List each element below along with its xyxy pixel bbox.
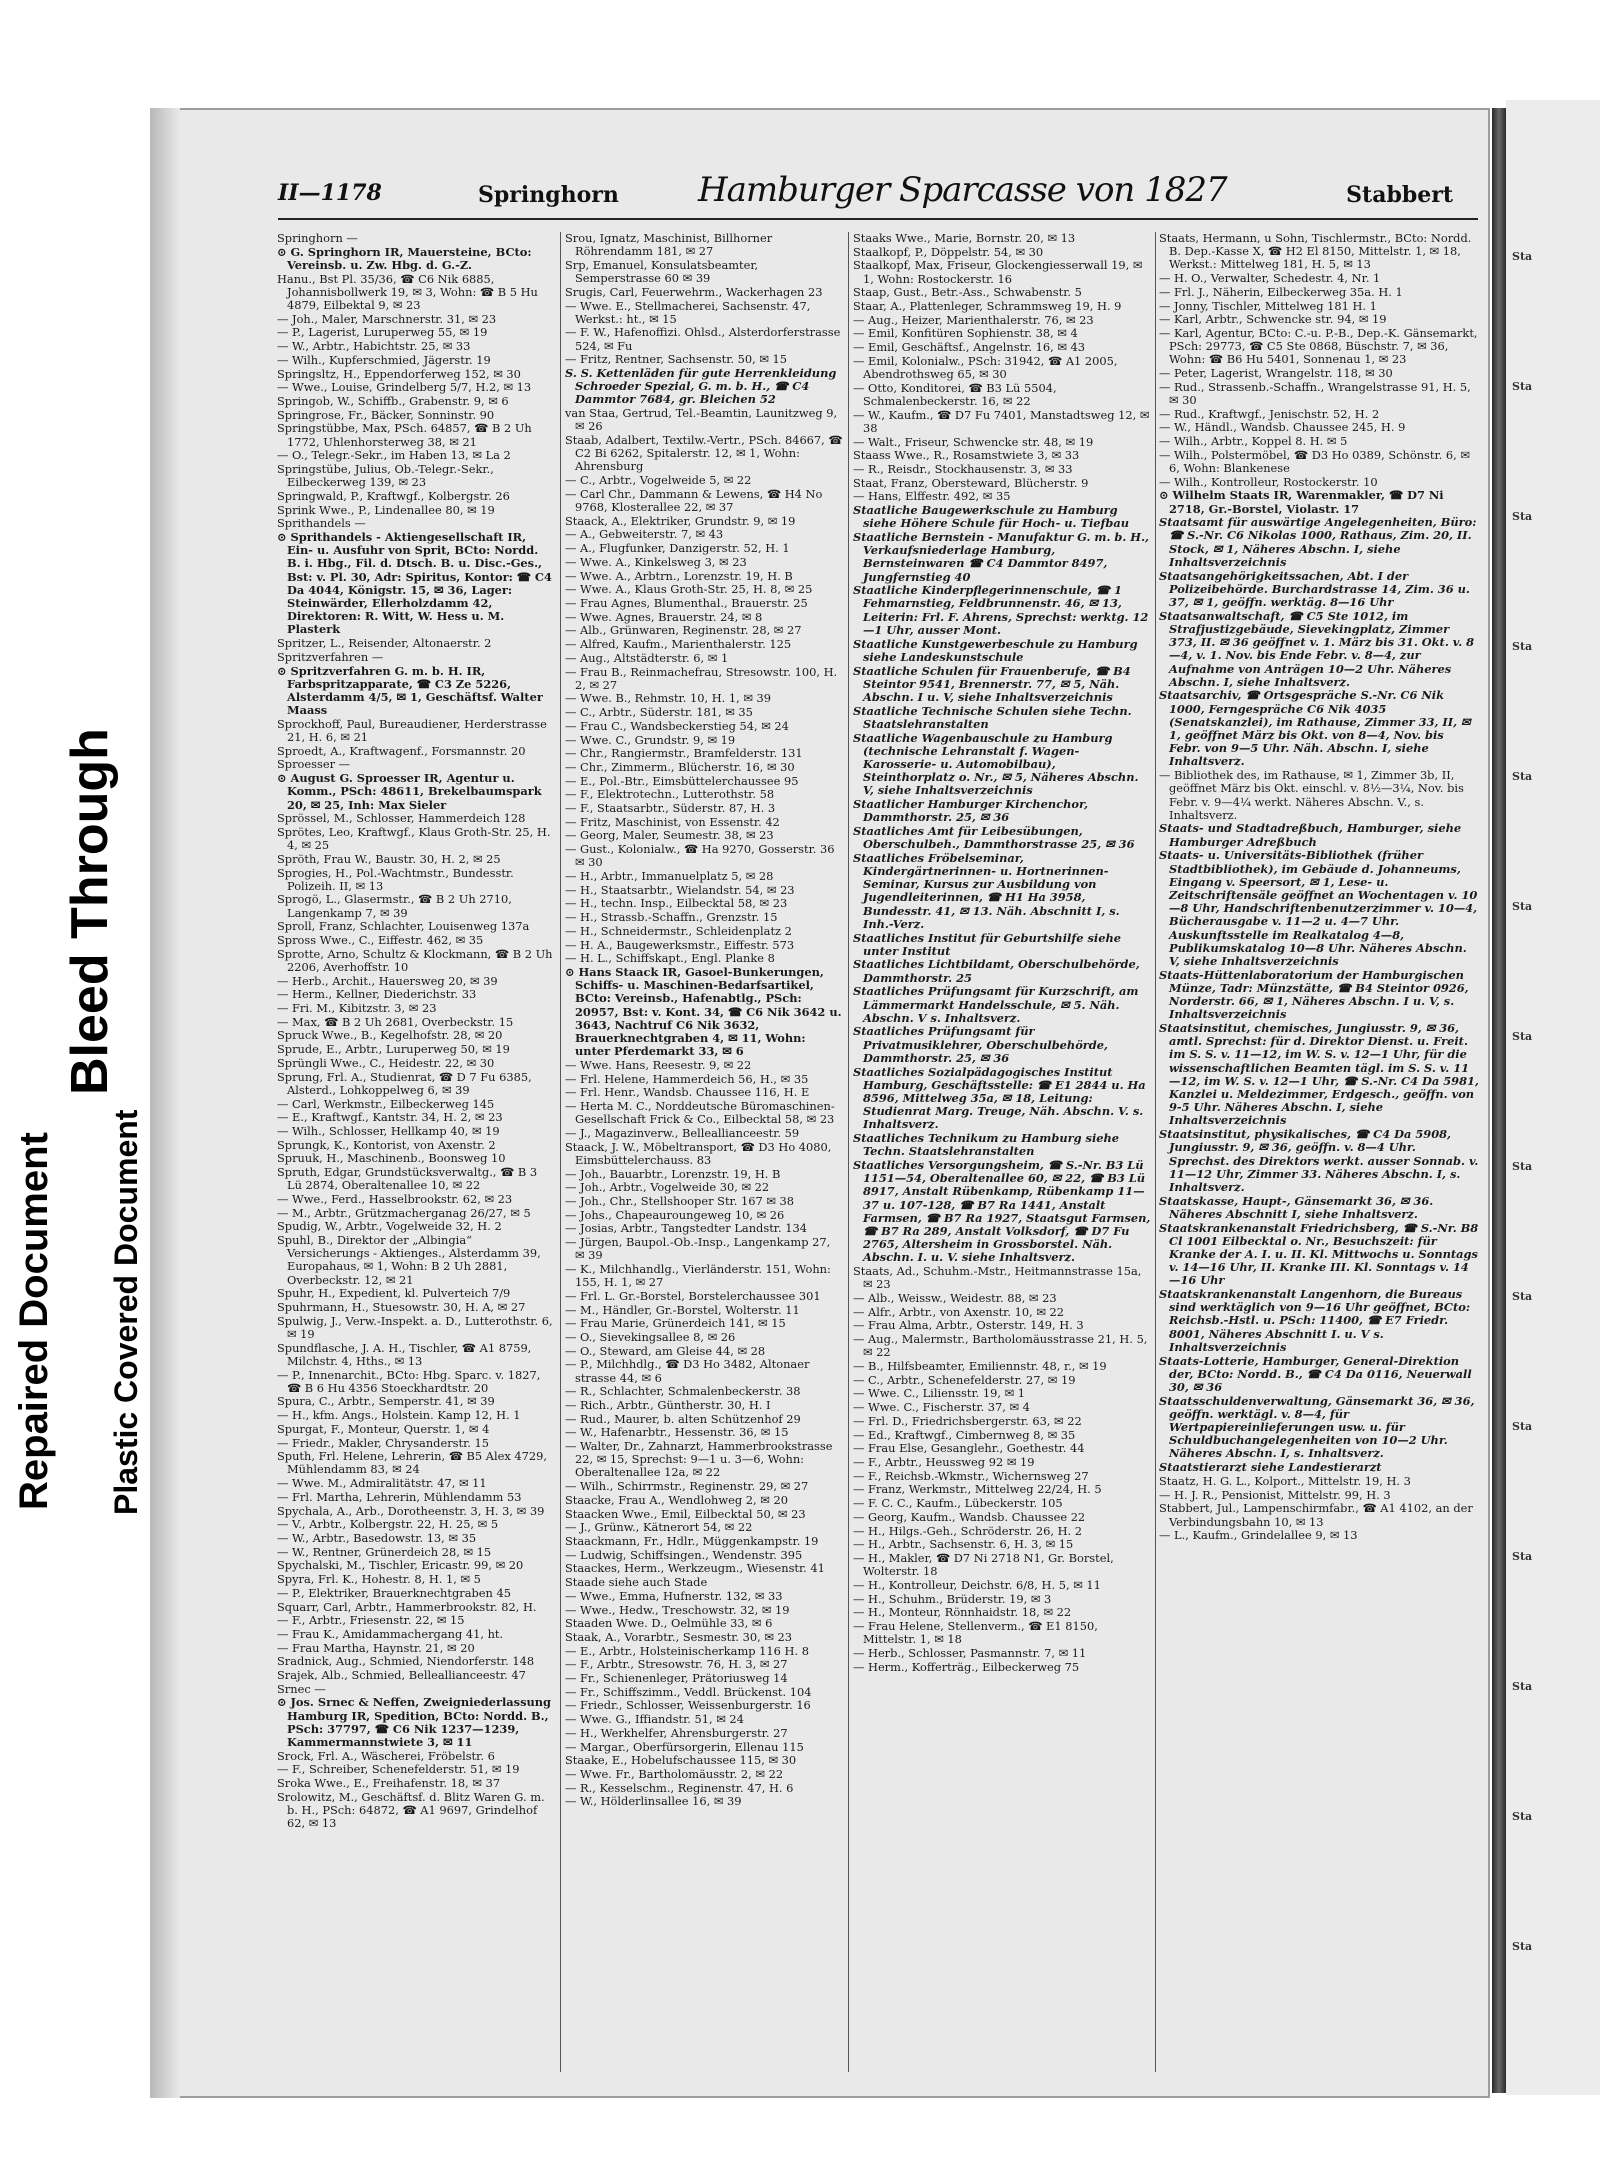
directory-entry: Staack, A., Elektriker, Grundstr. 9, ✉ 19 (565, 513, 796, 528)
directory-entry: — B., Hilfsbeamter, Emiliennstr. 48, r., ✉ 19 (853, 1359, 1107, 1374)
directory-entry: — Wwe. C., Grundstr. 9, ✉ 19 (565, 732, 736, 747)
directory-entry: — Max, ☎ B 2 Uh 2681, Overbeckstr. 15 (277, 1014, 514, 1029)
directory-entry: — H. L., Schiffskapt., Engl. Planke 8 (565, 951, 775, 966)
directory-entry: Staade siehe auch Stade (565, 1575, 708, 1590)
directory-entry: — Herb., Schlosser, Pasmannstr. 7, ✉ 11 (853, 1645, 1087, 1660)
plastic-covered-label: Plastic Covered Document (108, 1109, 144, 1515)
directory-entry: — E., Kraftwgf., Kantstr. 34, H. 2, ✉ 23 (277, 1110, 503, 1125)
directory-entry: — Wwe., Ferd., Hasselbrookstr. 62, ✉ 23 (277, 1191, 513, 1206)
directory-entry: — P., Innenarchit., BCto: Hbg. Sparc. v. 1827, ☎ B 6 Hu 4356 Stoeckhardtstr. 20 (277, 1367, 541, 1395)
directory-entry: Srock, Frl. A., Wäscherei, Fröbelstr. 6 (277, 1748, 495, 1763)
next-page-text: Sta (1512, 770, 1533, 783)
directory-entry: — Alfr., Arbtr., von Axenstr. 10, ✉ 22 (853, 1304, 1064, 1319)
directory-entry: Staatliches Prüfungsamt für Privatmusiklehrer, Oberschulbehörde, Dammthorstr. 25, ✉ 36 (853, 1024, 1108, 1065)
directory-entry: — Alfred, Kaufm., Marienthalerstr. 125 (565, 637, 792, 652)
directory-entry: — R., Kesselschm., Reginenstr. 47, H. 6 (565, 1780, 794, 1795)
directory-entry: Staaks Wwe., Marie, Bornstr. 20, ✉ 13 (853, 232, 1076, 245)
directory-entry: — Herm., Kellner, Diederichstr. 33 (277, 987, 477, 1002)
directory-entry: Spruth, Edgar, Grundstücksverwaltg., ☎ B 3 Lü 2874, Oberaltenallee 10, ✉ 22 (277, 1165, 538, 1193)
directory-entry: — P., Milchhdlg., ☎ D3 Ho 3482, Altonaer strasse 44, ✉ 6 (565, 1357, 810, 1385)
header-advertisement: Hamburger Sparcasse von 1827 (698, 170, 1227, 210)
directory-entry: ⊙ G. Springhorn IR, Mauersteine, BCto: Vereinsb. u. Zw. Hbg. d. G.-Z. (277, 244, 532, 272)
directory-entry: — F. C. C., Kaufm., Lübeckerstr. 105 (853, 1496, 1063, 1511)
directory-entry: — H., Schneidermstr., Schleidenplatz 2 (565, 923, 792, 938)
directory-entry: — Walter, Dr., Zahnarzt, Hammerbrookstrasse 22, ✉ 15, Sprechst: 9—1 u. 3—6, Wohn: Oberaltenallee 12a, ✉ 22 (565, 1439, 833, 1480)
next-page-text: Sta (1512, 1550, 1533, 1563)
header-first-entry: Springhorn (478, 182, 619, 208)
directory-entry: — R., Reisdr., Stockhausenstr. 3, ✉ 33 (853, 461, 1073, 476)
directory-entry: Staatliches Fröbelseminar, Kindergärtnerinnen- u. Hortnerinnen-Seminar, Kursus zur Ausbildung von Jugendleiterinnen, ☎ H1 Ha 3958, Bundesstr. 41, ✉ 13. Näh. Abschnitt I, s. Inh.-Verz. (853, 850, 1120, 931)
directory-entry: — Alb., Grünwaren, Reginenstr. 28, ✉ 27 (565, 623, 802, 638)
directory-entry: — Herta M. C., Norddeutsche Büromaschinen-Gesellschaft Frick & Co., Eilbecktal 58, ✉ 23 (565, 1099, 835, 1127)
directory-entry: Staats- u. Universitäts-Bibliothek (früher Stadtbibliothek), im Gebäude d. Johanneums, Eingang v. Speersort, ✉ 1, Lese- u. Zeitschriftensäle geöffnet an Wochentagen v. 10—8 Uhr, Handschriftenbenutzerzimmer v. 10—4, Bücherausgabe v. 11—2 u. 4—7 Uhr. Auskunftsstelle im Realkatalog 4—8, Publikumskatalog 10—8 Uhr. Näheres Abschn. V, siehe Inhaltsverzeichnis (1159, 848, 1478, 968)
directory-entry: Staackmann, Fr., Hdlr., Müggenkampstr. 19 (565, 1534, 819, 1548)
book-gutter (1492, 108, 1506, 2093)
directory-entry: Spritzer, L., Reisender, Altonaerstr. 2 (277, 636, 492, 651)
directory-entry: Staatliche Bernstein - Manufaktur G. m. b. H., Verkaufsniederlage Hamburg, Bernsteinwaren ☎ C4 Dammtor 8497, Jungfernstieg 40 (853, 529, 1150, 584)
bleed-through-label: Bleed Through (61, 728, 119, 1095)
directory-entry: — Karl, Agentur, BCto: C.-u. P.-B., Dep.-K. Gänsemarkt, PSch: 29773, ☎ C5 Ste 0868, Büschstr. 7, ✉ 36, Wohn: ☎ B6 Hu 5401, Sonnenau 1, ✉ 23 (1159, 325, 1478, 367)
directory-entry: ⊙ Sprithandels - Aktiengesellschaft IR, Ein- u. Ausfuhr von Sprit, BCto: Nordd. B. i. Hbg., Fil. d. Dtsch. B. u. Disc.-Ges., Bst: v. Pl. 30, Adr: Spiritus, Kontor: ☎ C4 Da 4044, Königstr. 15, ✉ 36, Lager: Steinwärder, Ellerholzdamm 42, Direktoren: R. Witt, W. Hess u. M. Plasterk (277, 529, 552, 637)
directory-entry: Staatsanwaltschaft, ☎ C5 Ste 1012, im Strafjustizgebäude, Sievekingplatz, Zimmer 373, II. ✉ 36 geöffnet v. 1. März bis 31. Okt. v. 8—4, v. 1. Nov. bis Ende Febr. v. 8—4, zur Aufnahme von Anträgen 10—2 Uhr. Näheres Abschn. I, siehe Inhaltsverz. (1159, 608, 1475, 689)
directory-entry: Staatliche Baugewerkschule zu Hamburg siehe Höhere Schule für Hoch- u. Tiefbau (853, 503, 1130, 531)
directory-entry: Spruuk, H., Maschinenb., Boonsweg 10 (277, 1151, 506, 1166)
directory-entry: — Frl. Martha, Lehrerin, Mühlendamm 53 (277, 1489, 522, 1504)
next-page-text: Sta (1512, 1680, 1533, 1693)
directory-entry: — Ed., Kraftwgf., Cimbernweg 8, ✉ 35 (853, 1427, 1076, 1442)
column-divider (1155, 232, 1156, 2072)
directory-entry: — Josias, Arbtr., Tangstedter Landstr. 134 (565, 1221, 807, 1236)
directory-entry: Spychala, A., Arb., Dorotheenstr. 3, H. 3, ✉ 39 (277, 1503, 545, 1518)
directory-entry: — E., Pol.-Btr., Eimsbüttelerchaussee 95 (565, 773, 799, 788)
directory-entry: Springstübe, Julius, Ob.-Telegr.-Sekr., Eilbeckerweg 139, ✉ 23 (277, 461, 494, 490)
directory-entry: Staatliche Schulen für Frauenberufe, ☎ B4 Steintor 9541, Brennerstr. 77, ✉ 5, Näh. Abschn. I u. V, siehe Inhaltsverzeichnis (853, 663, 1131, 704)
directory-entry: — O., Sievekingsallee 8, ✉ 26 (565, 1329, 736, 1344)
directory-entry: Staatliche Kunstgewerbeschule zu Hamburg siehe Landeskunstschule (853, 636, 1138, 664)
directory-entry: Staass Wwe., R., Rosamstwiete 3, ✉ 33 (853, 448, 1080, 463)
directory-entry: Sprung, Frl. A., Studienrat, ☎ D 7 Fu 6385, Alsterd., Lohkoppelweg 6, ✉ 39 (277, 1069, 532, 1097)
directory-entry: — Wilh., Kontrolleur, Rostockerstr. 10 (1159, 474, 1378, 489)
directory-entry: Staalkopf, Max, Friseur, Glockengiesserwall 19, ✉ 1, Wohn: Rostockerstr. 16 (853, 258, 1143, 286)
directory-entry: Staatliches Technikum zu Hamburg siehe Techn. Staatslehranstalten (853, 1131, 1120, 1159)
directory-entry: — Friedr., Schlosser, Weissenburgerstr. 16 (565, 1698, 811, 1713)
directory-entry: Staab, Adalbert, Textilw.-Vertr., PSch. 84667, ☎ C2 Bi 6262, Spitalerstr. 12, ✉ 1, Wohn: Ahrensburg (565, 433, 843, 474)
directory-entry: — H. A., Baugewerksmstr., Eiffestr. 573 (565, 937, 795, 952)
directory-entry: Spuhrmann, H., Stuesowstr. 30, H. A, ✉ 27 (277, 1300, 526, 1315)
directory-entry: — Frl. J., Näherin, Eilbeckerweg 35a. H. 1 (1159, 284, 1403, 299)
directory-entry: — Joh., Bauarbtr., Lorenzstr. 19, H. B (565, 1166, 781, 1181)
directory-entry: — Frau Else, Gesanglehr., Goethestr. 44 (853, 1441, 1085, 1456)
directory-entry: — Frl. L. Gr.-Borstel, Borstelerchaussee 301 (565, 1288, 821, 1303)
directory-entry: — Otto, Konditorei, ☎ B3 Lü 5504, Schmalenbeckerstr. 16, ✉ 22 (853, 380, 1057, 408)
directory-entry: Staalkopf, P., Döppelstr. 54, ✉ 30 (853, 244, 1044, 259)
next-page-text: Sta (1512, 640, 1533, 653)
directory-entry: — Wwe. M., Admiralitätstr. 47, ✉ 11 (277, 1476, 487, 1491)
page-edge-shadow (150, 108, 180, 2098)
directory-entry: Staats, Hermann, u Sohn, Tischlermstr., BCto: Nordd. B. Dep.-Kasse X, ☎ H2 El 8150, Mittelstr. 1, ✉ 18, Werkst.: Mittelweg 181, H. 5, ✉ 13 (1159, 232, 1472, 272)
directory-entry: — W., Hölderlinsallee 16, ✉ 39 (565, 1794, 742, 1809)
directory-entry: Staack, J. W., Möbeltransport, ☎ D3 Ho 4080, Eimsbüttelerchauss. 83 (565, 1139, 832, 1167)
directory-entry: Sproll, Franz, Schlachter, Louisenweg 137a (277, 919, 530, 934)
directory-entry: — F., Arbtr., Friesenstr. 22, ✉ 15 (277, 1613, 465, 1628)
directory-entry: Hanu., Bst Pl. 35/36, ☎ C6 Nik 6885, Johannisbollwerk 19, ✉ 3, Wohn: ☎ B 5 Hu 4879, Eilbektal 9, ✉ 23 (277, 271, 538, 313)
directory-entry: Staatsinstitut, chemisches, Jungiusstr. 9, ✉ 36, amtl. Sprechst: für d. Direktor Dienst. u. Freit. im S. S. v. 11—12, im W. S. v. 12—1 Uhr, für die wissenschaftlichen Beamten tägl. im S. S. v. 11—12, im W. S. v. 12—1 Uhr, ☎ S.-Nr. C4 Da 5981, Kanzlei u. Meldezimmer, Erdgesch., geöffn. von 9-5 Uhr. Näheres Abschn. I, siehe Inhaltsverzeichnis (1159, 1020, 1479, 1128)
directory-entry: — Frau Alma, Arbtr., Osterstr. 149, H. 3 (853, 1318, 1084, 1333)
directory-entry: — Wwe. A., Klaus Groth-Str. 25, H. 8, ✉ 25 (565, 582, 813, 597)
directory-entry: — Wwe. C., Liliensstr. 19, ✉ 1 (853, 1386, 1026, 1401)
directory-entry: Sradnick, Aug., Schmied, Niendorferstr. 148 (277, 1654, 535, 1669)
directory-entry: — H., Makler, ☎ D7 Ni 2718 N1, Gr. Borstel, Wolterstr. 18 (853, 1550, 1114, 1579)
directory-entry: — H., kfm. Angs., Holstein. Kamp 12, H. 1 (277, 1408, 521, 1423)
directory-entry: — Wwe., Louise, Grindelberg 5/7, H.2, ✉ 13 (277, 380, 532, 395)
directory-entry: — F., Arbtr., Stresowstr. 76, H. 3, ✉ 27 (565, 1657, 788, 1672)
directory-entry: Staatskrankenanstalt Langenhorn, die Bureaus sind werktäglich von 9—16 Uhr geöffnet, BCto: Reichsb.-Hstl. u. PSch: 11400, ☎ E7 Friedr. 8001, Näheres Abschnitt I. u. V s. Inhaltsverzeichnis (1159, 1287, 1471, 1354)
directory-entry: Staatliches Amt für Leibesübungen, Oberschulbeh., Dammthorstrasse 25, ✉ 36 (853, 823, 1135, 852)
directory-entry: Spudig, W., Arbtr., Vogelweide 32, H. 2 (277, 1219, 502, 1234)
directory-entry: Springstübbe, Max, PSch. 64857, ☎ B 2 Uh 1772, Uhlenhorsterweg 38, ✉ 21 (277, 421, 532, 449)
directory-entry: Staatliches Versorgungsheim, ☎ S.-Nr. B3 Lü 1151—54, Oberaltenallee 60, ✉ 22, ☎ B3 Lü 8917, Anstalt Rübenkamp, Rübenkamp 11—37 u. 107-128, ☎ B7 Ra 1441, Anstalt Farmsen, ☎ B7 Ra 1927, Staatsgut Farmsen, ☎ B7 Ra 289, Anstalt Volksdorf, ☎ D7 Fu 2765, Altersheim in Grossborstel. Näh. Abschn. I. u. V. siehe Inhaltsverz. (853, 1158, 1151, 1265)
directory-entry: — Wilh., Kupferschmied, Jägerstr. 19 (277, 352, 491, 367)
directory-entry: — Fr., Schienenleger, Prätoriusweg 14 (565, 1671, 788, 1686)
directory-entry: — P., Lagerist, Luruperweg 55, ✉ 19 (277, 325, 488, 340)
next-page-fragment (1506, 100, 1600, 2095)
directory-entry: Staar, A., Plattenleger, Schrammsweg 19, H. 9 (853, 299, 1122, 314)
directory-entry: — W., Hafenarbtr., Hessenstr. 36, ✉ 15 (565, 1425, 789, 1440)
directory-entry: — H. J. R., Pensionist, Mittelstr. 99, H. 3 (1159, 1487, 1391, 1502)
directory-entry: — W., Rentner, Grünerdeich 28, ✉ 15 (277, 1544, 492, 1559)
directory-entry: — Johs., Chapeauroungeweg 10, ✉ 26 (565, 1207, 785, 1222)
directory-entry: — Wwe. Hans, Reesestr. 9, ✉ 22 (565, 1057, 752, 1072)
repaired-document-label: Repaired Document (12, 1132, 56, 1510)
directory-entry: Sprötes, Leo, Kraftwgf., Klaus Groth-Str. 25, H. 4, ✉ 25 (277, 824, 551, 853)
directory-entry: — Wilh., Polstermöbel, ☎ D3 Ho 0389, Schönstr. 6, ✉ 6, Wohn: Blankenese (1159, 447, 1470, 475)
directory-entry: — Georg, Kaufm., Wandsb. Chaussee 22 (853, 1509, 1086, 1524)
directory-entry: Spychalski, M., Tischler, Ericastr. 99, ✉ 20 (277, 1558, 524, 1573)
directory-entry: — H., Strassb.-Schaffn., Grenzstr. 15 (565, 910, 778, 925)
directory-entry: Staatsinstitut, physikalisches, ☎ C4 Da 5908, Jungiusstr. 9, ✉ 36, geöffn. v. 8—4 Uhr. Sprechst. des Direktors werkt. ausser Sonnab. v. 11—12 Uhr, Zimmer 33. Näheres Abschn. I, s. Inhaltsverz. (1159, 1127, 1479, 1194)
directory-entry: Staatsamt für auswärtige Angelegenheiten, Büro: ☎ S.-Nr. C6 Nikolas 1000, Rathaus, Zim. 20, II. Stock, ✉ 1, Näheres Abschn. I, siehe Inhaltsverzeichnis (1159, 515, 1477, 569)
directory-entry: — Gust., Kolonialw., ☎ Ha 9270, Gosserstr. 36 ✉ 30 (565, 842, 835, 870)
directory-column-4 (1159, 232, 1479, 2072)
directory-entry: — Emil, Geschäftsf., Angelnstr. 16, ✉ 43 (853, 340, 1085, 355)
directory-entry: — Margar., Oberfürsorgerin, Ellenau 115 (565, 1739, 804, 1754)
directory-entry: Sroka Wwe., E., Freihafenstr. 18, ✉ 37 (277, 1776, 501, 1791)
directory-entry: Spross Wwe., C., Eiffestr. 462, ✉ 35 (277, 933, 484, 948)
directory-entry: — Frau Marie, Grünerdeich 141, ✉ 15 (565, 1316, 786, 1331)
column-divider (848, 232, 849, 2072)
directory-entry: Spruck Wwe., B., Kegelhofstr. 28, ✉ 20 (277, 1028, 503, 1043)
directory-entry: Spurgat, F., Monteur, Querstr. 1, ✉ 4 (277, 1421, 490, 1436)
directory-entry: ⊙ Wilhelm Staats IR, Warenmakler, ☎ D7 Ni 2718, Gr.-Borstel, Violastr. 17 (1159, 488, 1444, 516)
directory-entry: — Fritz, Maschinist, von Essenstr. 42 (565, 814, 780, 829)
header-last-entry: Stabbert (1346, 182, 1453, 208)
directory-entry: — Wwe. E., Stellmacherei, Sachsenstr. 47, Werkst.: ht., ✉ 15 (565, 298, 811, 326)
directory-entry: Staatliches Lichtbildamt, Oberschulbehörde, Dammthorstr. 25 (853, 957, 1140, 985)
directory-entry: Springob, W., Schiffb., Grabenstr. 9, ✉ 6 (277, 393, 509, 408)
directory-entry: Staacke, Frau A., Wendlohweg 2, ✉ 20 (565, 1492, 788, 1507)
next-page-text: Sta (1512, 1030, 1533, 1043)
next-page-text: Sta (1512, 1940, 1533, 1953)
directory-entry: Springsltz, H., Eppendorferweg 152, ✉ 30 (277, 366, 521, 381)
directory-entry: — W., Kaufm., ☎ D7 Fu 7401, Manstadtsweg 12, ✉ 38 (853, 407, 1150, 435)
directory-entry: Sprockhoff, Paul, Bureaudiener, Herderstrasse 21, H. 6, ✉ 21 (277, 716, 547, 745)
directory-entry: Spundflasche, J. A. H., Tischler, ☎ A1 8759, Milchstr. 4, Hths., ✉ 13 (277, 1340, 532, 1368)
directory-entry: — Carl Chr., Dammann & Lewens, ☎ H4 No 9768, Klosterallee 22, ✉ 37 (565, 486, 823, 515)
directory-entry: Srnec — (277, 1681, 326, 1696)
directory-entry: Staak, A., Vorarbtr., Sesmestr. 30, ✉ 23 (565, 1629, 793, 1644)
page-number: II—1178 (278, 180, 382, 206)
directory-entry: S. S. Kettenläden für gute Herrenkleidung Schroeder Spezial, G. m. b. H., ☎ C4 Dammtor 7684, gr. Bleichen 52 (565, 366, 837, 407)
directory-entry: Staaden Wwe. D., Oelmühle 33, ✉ 6 (565, 1616, 773, 1631)
directory-entry: Sproesser — (277, 757, 351, 772)
directory-column-1 (277, 232, 555, 2072)
directory-entry: — Wwe. A., Arbtrn., Lorenzstr. 19, H. B (565, 568, 793, 583)
directory-entry: — F., Arbtr., Heussweg 92 ✉ 19 (853, 1454, 1035, 1469)
directory-entry: — H., Kontrolleur, Deichstr. 6/8, H. 5, ✉ 11 (853, 1577, 1101, 1592)
directory-entry: ⊙ August G. Sproesser IR, Agentur u. Komm., PSch: 48611, Brekelbaumspark 20, ✉ 25, Inh: Max Sieler (277, 771, 542, 812)
directory-entry: Sproedt, A., Kraftwagenf., Forsmannstr. 20 (277, 743, 526, 758)
directory-entry: Staatliche Wagenbauschule zu Hamburg (technische Lehranstalt f. Wagen-Karosserie- u. Automobilbau), Steinthorplatz o. Nr., ✉ 5, Näheres Abschn. V, siehe Inhaltsverzeichnis (853, 730, 1139, 798)
directory-entry: — Franz, Werkmstr., Mittelweg 22/24, H. 5 (853, 1482, 1102, 1497)
directory-entry: Sputh, Frl. Helene, Lehrerin, ☎ B5 Alex 4729, Mühlendamm 83, ✉ 24 (277, 1449, 547, 1477)
directory-entry: — Frl. Henr., Wandsb. Chaussee 116, H. E (565, 1085, 810, 1100)
directory-entry: — Frau Helene, Stellenverm., ☎ E1 8150, Mittelstr. 1, ✉ 18 (853, 1618, 1098, 1647)
directory-entry: Spuhl, B., Direktor der „Albingia“ Versicherungs - Aktienges., Alsterdamm 39, Europahaus, ✉ 1, Wohn: B 2 Uh 2881, Overbeckstr. 12, ✉ 21 (277, 1233, 541, 1287)
directory-entry: — Walt., Friseur, Schwencke str. 48, ✉ 19 (853, 434, 1094, 449)
directory-entry: — Wilh., Arbtr., Koppel 8. H. ✉ 5 (1159, 434, 1348, 449)
directory-entry: Sprogies, H., Pol.-Wachtmstr., Bundesstr. Polizeih. II, ✉ 13 (277, 865, 514, 893)
directory-entry: — Wwe. Agnes, Brauerstr. 24, ✉ 8 (565, 609, 763, 624)
directory-entry: — Ludwig, Schiffsingen., Wendenstr. 395 (565, 1547, 803, 1562)
directory-entry: Springhorn — (277, 232, 358, 245)
directory-entry: — Emil, Kolonialw., PSch: 31942, ☎ A1 2005, Abendrothsweg 65, ✉ 30 (853, 353, 1118, 382)
next-page-text: Sta (1512, 1160, 1533, 1173)
next-page-text: Sta (1512, 510, 1533, 523)
directory-entry: — Frau Agnes, Blumenthal., Brauerstr. 25 (565, 595, 808, 610)
directory-entry: — K., Milchhandlg., Vierländerstr. 151, Wohn: 155, H. 1, ✉ 27 (565, 1261, 831, 1290)
directory-entry: — W., Arbtr., Basedowstr. 13, ✉ 35 (277, 1531, 477, 1545)
directory-entry: — Wwe. Fr., Bartholomäusstr. 2, ✉ 22 (565, 1766, 784, 1781)
directory-entry: — Herb., Archit., Hauersweg 20, ✉ 39 (277, 973, 498, 988)
directory-entry: ⊙ Jos. Srnec & Neffen, Zweigniederlassung Hamburg IR, Spedition, BCto: Nordd. B., PSch: 37797, ☎ C6 Nik 1237—1239, Kammermannstwiete 3, ✉ 11 (277, 1695, 552, 1750)
directory-entry: Staatskrankenanstalt Friedrichsberg, ☎ S.-Nr. B8 Cl 1001 Eilbecktal o. Nr., Besuchszeit: für Kranke der A. I. u. II. Kl. Mittwochs u. Sonntags v. 14—16 Uhr, II. Kranke III. Kl. Sonntags v. 14—16 Uhr (1159, 1220, 1479, 1288)
directory-entry: Spröth, Frau W., Baustr. 30, H. 2, ✉ 25 (277, 851, 501, 866)
directory-entry: — Herm., Kofferträg., Eilbeckerweg 75 (853, 1659, 1080, 1674)
directory-entry: — P., Elektriker, Brauerknechtgraben 45 (277, 1585, 511, 1600)
directory-entry: Staatliche Technische Schulen siehe Techn. Staatslehranstalten (853, 703, 1132, 731)
directory-entry: ⊙ Hans Staack IR, Gasoel-Bunkerungen, Schiffs- u. Maschinen-Bedarfsartikel, BCto: Vereinsb., Hafenabtlg., PSch: 20957, Bst: v. Kont. 34, ☎ C6 Nik 3642 u. 3643, Nachtruf C6 Nik 3632, Brauerknechtgraben 4, ✉ 11, Wohn: unter Pferdemarkt 33, ✉ 6 (565, 964, 842, 1059)
directory-entry: — Friedr., Makler, Chrysanderstr. 15 (277, 1435, 489, 1450)
next-page-text: Sta (1512, 1420, 1533, 1433)
directory-entry: Staats, Ad., Schuhm.-Mstr., Heitmannstrasse 15a, ✉ 23 (853, 1264, 1142, 1292)
directory-entry: Staatstierarzt siehe Landestierarzt (1159, 1460, 1382, 1475)
directory-entry: — Chr., Rangiermstr., Bramfelderstr. 131 (565, 746, 803, 761)
directory-entry: Staats-Hüttenlaboratorium der Hamburgischen Münze, Tadr: Münzstätte, ☎ B4 Steintor 0926, Norderstr. 66, ✉ 1, Näheres Abschn. I u. V, s. Inhaltsverzeichnis (1159, 967, 1469, 1022)
directory-column-2 (565, 232, 843, 2072)
directory-entry: — Joh., Arbtr., Vogelweide 30, ✉ 22 (565, 1180, 770, 1195)
directory-entry: Staatliches Prüfungsamt für Kurzschrift, am Lämmermarkt Handelsschule, ✉ 5. Näh. Abschn. V s. Inhaltsverz. (853, 984, 1139, 1025)
directory-entry: — Wilh., Schirrmstr., Reginenstr. 29, ✉ 27 (565, 1479, 809, 1494)
directory-entry: — Fr., Schiffszimm., Veddl. Brückenst. 104 (565, 1684, 812, 1699)
directory-entry: — H., Arbtr., Sachsenstr. 6, H. 3, ✉ 15 (853, 1537, 1074, 1552)
directory-entry: — J., Magazinverw., Belleallianceestr. 59 (565, 1125, 800, 1140)
directory-entry: — Emil, Konfitüren Sophienstr. 38, ✉ 4 (853, 326, 1078, 341)
directory-entry: — H., Schuhm., Brüderstr. 19, ✉ 3 (853, 1591, 1052, 1606)
directory-entry: Staatsarchiv, ☎ Ortsgespräche S.-Nr. C6 Nik 1000, Ferngespräche C6 Nik 4035 (Senatskanzlei), im Rathause, Zimmer 33, II, ✉ 1, geöffnet März bis Okt. von 8—4, Nov. bis Febr. von 9—5 Uhr. Näh. Abschn. I, siehe Inhaltsverz. (1159, 688, 1471, 769)
directory-entry: Staatliche Kinderpflegerinnenschule, ☎ 1 Fehmarnstieg, Feldbrunnenstr. 46, ✉ 13, Leiterin: Frl. F. Ahrens, Sprechst: werktg. 12—1 Uhr, ausser Mont. (853, 583, 1149, 637)
directory-entry: — M., Arbtr., Grützmacherganag 26/27, ✉ 5 (277, 1205, 531, 1220)
next-page-text: Sta (1512, 1810, 1533, 1823)
directory-entry: — Rud., Maurer, b. alten Schützenhof 29 (565, 1411, 801, 1426)
directory-entry: — Joh., Chr., Stellshooper Str. 167 ✉ 38 (565, 1193, 794, 1208)
directory-entry: — Jürgen, Baupol.-Ob.-Insp., Langenkamp 27, ✉ 39 (565, 1235, 831, 1263)
directory-entry: Staacken Wwe., Emil, Eilbecktal 50, ✉ 23 (565, 1506, 806, 1521)
directory-entry: — E., Arbtr., Holsteinischerkamp 116 H. 8 (565, 1643, 809, 1658)
directory-entry: — Wwe., Emma, Hufnerstr. 132, ✉ 33 (565, 1588, 783, 1603)
directory-entry: — W., Händl., Wandsb. Chaussee 245, H. 9 (1159, 420, 1406, 435)
directory-entry: — H., Werkhelfer, Ahrensburgerstr. 27 (565, 1725, 788, 1740)
directory-entry: Staatskasse, Haupt-, Gänsemarkt 36, ✉ 36. Näheres Abschnitt I, siehe Inhaltsverz. (1159, 1193, 1434, 1221)
directory-entry: Srajek, Alb., Schmied, Belleallianceestr. 47 (277, 1668, 526, 1683)
directory-entry: — C., Arbtr., Vogelweide 5, ✉ 22 (565, 473, 752, 488)
directory-entry: — Georg, Maler, Seumestr. 38, ✉ 23 (565, 828, 774, 843)
directory-entry: — A., Gebweiterstr. 7, ✉ 43 (565, 527, 724, 542)
directory-entry: — Rich., Arbtr., Güntherstr. 30, H. I (565, 1397, 771, 1412)
directory-entry: Spulwig, J., Verw.-Inspekt. a. D., Lutterothstr. 6, ✉ 19 (277, 1313, 553, 1341)
directory-entry: — Wwe. B., Rehmstr. 10, H. 1, ✉ 39 (565, 691, 772, 706)
directory-entry: — H., techn. Insp., Eilbecktal 58, ✉ 23 (565, 896, 788, 911)
directory-entry: — O., Steward, am Gleise 44, ✉ 28 (565, 1343, 766, 1358)
directory-entry: Sprössel, M., Schlosser, Hammerdeich 128 (277, 811, 526, 826)
directory-entry: — F. W., Hafenoffizi. Ohlsd., Alsterdorferstrasse 524, ✉ Fu (565, 325, 841, 353)
directory-entry: — O., Telegr.-Sekr., im Haben 13, ✉ La 2 (277, 448, 511, 463)
directory-entry: — V., Arbtr., Kolbergstr. 22, H. 25, ✉ 5 (277, 1517, 499, 1532)
directory-entry: Srolowitz, M., Geschäftsf. d. Blitz Waren G. m. b. H., PSch: 64872, ☎ A1 9697, Grindelhof 62, ✉ 13 (277, 1789, 545, 1831)
next-page-text: Sta (1512, 1290, 1533, 1303)
directory-entry: Spura, C., Arbtr., Semperstr. 41, ✉ 39 (277, 1394, 495, 1409)
directory-entry: Spyra, Frl. K., Hohestr. 8, H. 1, ✉ 5 (277, 1572, 481, 1587)
next-page-text: Sta (1512, 250, 1533, 263)
directory-entry: — Aug., Altstädterstr. 6, ✉ 1 (565, 650, 729, 665)
directory-entry: Srugis, Carl, Feuerwehrm., Wackerhagen 23 (565, 284, 823, 299)
directory-entry: Sprungk, K., Kontorist, von Axenstr. 2 (277, 1137, 496, 1152)
directory-entry: ⊙ Spritzverfahren G. m. b. H. IR, Farbspritzapparate, ☎ C3 Ze 5226, Alsterdamm 4/5, ✉ 1, Geschäftsf. Walter Maass (277, 663, 543, 718)
directory-entry: — J., Grünw., Kätnerort 54, ✉ 22 (565, 1520, 753, 1535)
directory-entry: Spuhr, H., Expedient, kl. Pulverteich 7/9 (277, 1286, 511, 1301)
page-header (278, 170, 1478, 220)
directory-entry: — C., Arbtr., Schenefelderstr. 27, ✉ 19 (853, 1372, 1076, 1387)
directory-entry: Sprude, E., Arbtr., Luruperweg 50, ✉ 19 (277, 1042, 510, 1057)
directory-entry: — R., Schlachter, Schmalenbeckerstr. 38 (565, 1384, 801, 1399)
directory-entry: — Fri. M., Kibitzstr. 3, ✉ 23 (277, 1001, 437, 1016)
directory-entry: — Hans, Elffestr. 492, ✉ 35 (853, 489, 1011, 504)
directory-entry: — Wilh., Schlosser, Hellkamp 40, ✉ 19 (277, 1123, 500, 1138)
directory-entry: — W., Arbtr., Habichtstr. 25, ✉ 33 (277, 339, 471, 354)
directory-entry: Srp, Emanuel, Konsulatsbeamter, Semperstrasse 60 ✉ 39 (565, 257, 759, 286)
directory-entry: Sprink Wwe., P., Lindenallee 80, ✉ 19 (277, 502, 495, 517)
directory-entry: — Wwe. A., Kinkelsweg 3, ✉ 23 (565, 554, 747, 569)
directory-entry: — Rud., Strassenb.-Schaffn., Wrangelstrasse 91, H. 5, ✉ 30 (1159, 379, 1471, 407)
directory-entry: — Aug., Malermstr., Bartholomäusstrasse 21, H. 5, ✉ 22 (853, 1332, 1148, 1360)
directory-entry: Stabbert, Jul., Lampenschirmfabr., ☎ A1 4102, an der Verbindungsbahn 10, ✉ 13 (1159, 1501, 1473, 1529)
directory-entry: — H., Hilgs.-Geh., Schröderstr. 26, H. 2 (853, 1523, 1082, 1538)
directory-entry: — Joh., Maler, Marschnerstr. 31, ✉ 23 (277, 311, 497, 326)
directory-entry: — Frau Martha, Haynstr. 21, ✉ 20 (277, 1640, 475, 1655)
directory-entry: — F., Schreiber, Schenefelderstr. 51, ✉ 19 (277, 1762, 520, 1777)
directory-entry: — L., Kaufm., Grindelallee 9, ✉ 13 (1159, 1528, 1358, 1543)
directory-entry: van Staa, Gertrud, Tel.-Beamtin, Launitzweg 9, ✉ 26 (565, 406, 838, 434)
directory-entry: Staap, Gust., Betr.-Ass., Schwabenstr. 5 (853, 285, 1082, 300)
directory-entry: Staats-Lotterie, Hamburger, General-Direktion der, BCto: Nordd. B., ☎ C4 Da 0116, Neuerwall 30, ✉ 36 (1159, 1353, 1472, 1394)
directory-entry: — Frl. Helene, Hammerdeich 56, H., ✉ 35 (565, 1071, 809, 1086)
directory-entry: — F., Elektrotechn., Lutterothstr. 58 (565, 787, 775, 802)
directory-entry: — Frau C., Wandsbeckerstieg 54, ✉ 24 (565, 718, 789, 733)
directory-entry: — Frau K., Amidammachergang 41, ht. (277, 1626, 504, 1641)
directory-entry: — Jonny, Tischler, Mittelweg 181 H. 1 (1159, 298, 1377, 313)
directory-entry: Staatliches Sozialpädagogisches Institut Hamburg, Geschäftsstelle: ☎ E1 2844 u. Ha 8596, Mittelweg 35a, ✉ 18, Leitung: Studienrat Marg. Treuge, Näh. Abschn. V. s. Inhaltsverz. (853, 1064, 1146, 1132)
directory-entry: Springrose, Fr., Bäcker, Sonninstr. 90 (277, 407, 495, 422)
directory-entry: Sprogö, L., Glasermstr., ☎ B 2 Uh 2710, Langenkamp 7, ✉ 39 (277, 892, 512, 920)
directory-entry: — H., Monteur, Rönnhaidstr. 18, ✉ 22 (853, 1605, 1072, 1620)
directory-entry: — Chr., Zimmerm., Blücherstr. 16, ✉ 30 (565, 759, 795, 774)
directory-entry: Squarr, Carl, Arbtr., Hammerbrookstr. 82, H. (277, 1599, 537, 1614)
directory-entry: — Frau B., Reinmachefrau, Stresowstr. 100, H. 2, ✉ 27 (565, 664, 838, 692)
directory-entry: — H., Arbtr., Immanuelplatz 5, ✉ 28 (565, 869, 774, 884)
directory-entry: — C., Arbtr., Süderstr. 181, ✉ 35 (565, 705, 753, 720)
directory-entry: Staake, E., Hobelufschaussee 115, ✉ 30 (565, 1753, 797, 1768)
directory-entry: — Wwe. C., Fischerstr. 37, ✉ 4 (853, 1400, 1030, 1415)
directory-entry: — H. O., Verwalter, Schedestr. 4, Nr. 1 (1159, 271, 1381, 286)
directory-entry: Staatsschuldenverwaltung, Gänsemarkt 36, ✉ 36, geöffn. werktägl. v. 8—4, für Wertpapiereinlieferungen usw. u. für Schuldbuchangelegenheiten von 10—2 Uhr. Näheres Abschn. I, s. Inhaltsverz. (1159, 1393, 1475, 1461)
directory-entry: Staackes, Herm., Werkzeugm., Wiesenstr. 41 (565, 1561, 825, 1576)
directory-entry: — F., Reichsb.-Wkmstr., Wichernsweg 27 (853, 1468, 1089, 1483)
directory-entry: — Wwe., Hedw., Treschowstr. 32, ✉ 19 (565, 1602, 790, 1617)
directory-entry: Sprüngli Wwe., C., Heidestr. 22, ✉ 30 (277, 1055, 495, 1070)
column-divider (560, 232, 561, 2072)
directory-entry: Staatliches Institut für Geburtshilfe siehe unter Institut (853, 930, 1121, 958)
directory-entry: — Wwe. G., Iffiandstr. 51, ✉ 24 (565, 1712, 744, 1727)
directory-entry: — F., Staatsarbtr., Süderstr. 87, H. 3 (565, 801, 776, 816)
directory-entry: Spritzverfahren — (277, 649, 384, 664)
directory-entry: Staats- und Stadtadreßbuch, Hamburger, siehe Hamburger Adreßbuch (1159, 821, 1462, 849)
next-page-text: Sta (1512, 900, 1533, 913)
directory-entry: — Alb., Weissw., Weidestr. 88, ✉ 23 (853, 1291, 1057, 1306)
directory-entry: Sprotte, Arno, Schultz & Klockmann, ☎ B 2 Uh 2206, Averhoffstr. 10 (277, 946, 553, 974)
next-page-text: Sta (1512, 380, 1533, 393)
directory-entry: — H., Staatsarbtr., Wielandstr. 54, ✉ 23 (565, 882, 795, 897)
directory-entry: — Aug., Heizer, Marienthalerstr. 76, ✉ 23 (853, 312, 1094, 327)
directory-entry: — Carl, Werkmstr., Eilbeckerweg 145 (277, 1096, 495, 1111)
directory-entry: Sprithandels — (277, 516, 366, 531)
directory-entry: — Karl, Arbtr., Schwencke str. 94, ✉ 19 (1159, 312, 1387, 327)
directory-entry: — Fritz, Rentner, Sachsenstr. 50, ✉ 15 (565, 352, 788, 367)
directory-entry: — Rud., Kraftwgf., Jenischstr. 52, H. 2 (1159, 406, 1380, 421)
directory-entry: — M., Händler, Gr.-Borstel, Wolterstr. 11 (565, 1302, 800, 1317)
directory-entry: Staatsangehörigkeitssachen, Abt. I der Polizeibehörde. Burchardstrasse 14, Zim. 36 u. 37, ✉ 1, geöffn. werktäg. 8—16 Uhr (1159, 568, 1470, 609)
directory-entry: — Bibliothek des, im Rathause, ✉ 1, Zimmer 3b, II, geöffnet März bis Okt. einschl. v. 8½—3¼, Nov. bis Febr. v. 9—4¼ werkt. Näheres Abschn. V., s. Inhaltsverz. (1159, 768, 1464, 822)
directory-column-3 (853, 232, 1151, 2072)
directory-entry: Staat, Franz, Obersteward, Blücherstr. 9 (853, 475, 1089, 490)
directory-entry: — Frl. D., Friedrichsbergerstr. 63, ✉ 22 (853, 1413, 1082, 1428)
directory-entry: Staatz, H. G. L., Kolport., Mittelstr. 19, H. 3 (1159, 1473, 1411, 1488)
directory-entry: — A., Flugfunker, Danzigerstr. 52, H. 1 (565, 541, 790, 556)
directory-entry: — Peter, Lagerist, Wrangelstr. 118, ✉ 30 (1159, 366, 1393, 381)
directory-entry: Staatlicher Hamburger Kirchenchor, Dammthorstr. 25, ✉ 36 (853, 797, 1089, 825)
directory-entry: Srou, Ignatz, Maschinist, Billhorner Röhrendamm 181, ✉ 27 (565, 232, 773, 259)
directory-entry: Springwald, P., Kraftwgf., Kolbergstr. 26 (277, 488, 510, 503)
